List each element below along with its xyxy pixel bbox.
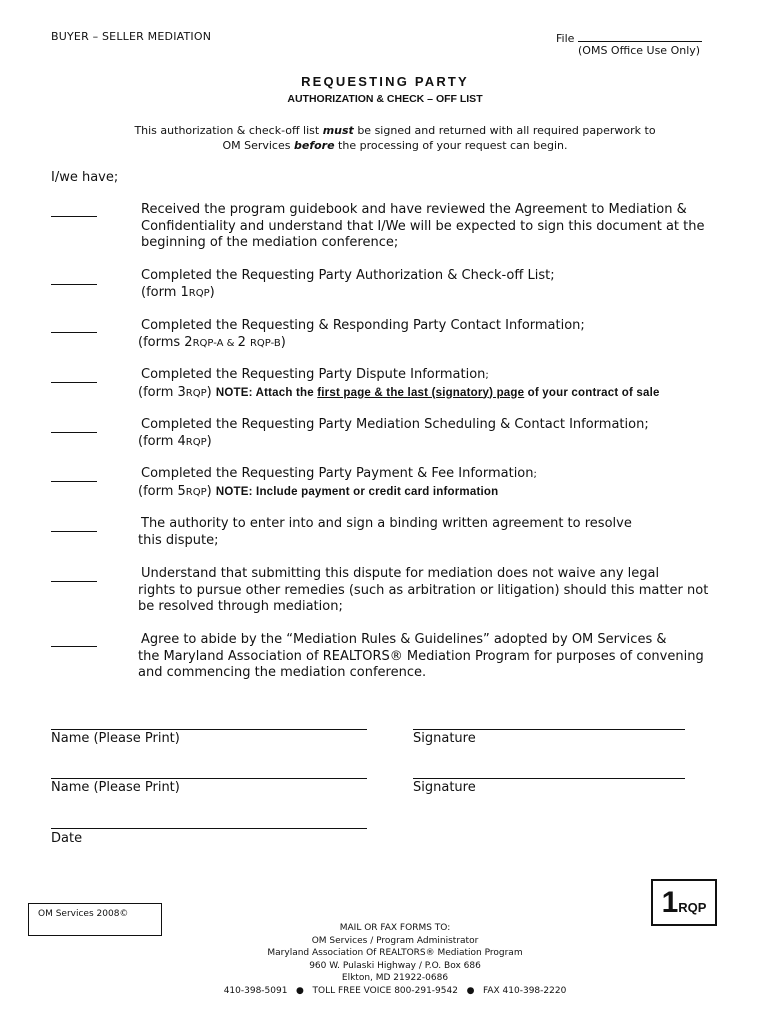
mail-line: OM Services / Program Administrator: [311, 935, 479, 946]
form-reference: [138, 335, 585, 353]
checkoff-blank-3[interactable]: [51, 332, 97, 333]
item-line: rights to pursue other remedies (such as arbitration or litigation) should this matter not: [138, 582, 709, 598]
form-ref-text: ): [206, 483, 216, 499]
bullet-icon: ●: [466, 985, 475, 996]
phone-number: 410-398-5091: [223, 985, 288, 996]
tollfree-number: TOLL FREE VOICE 800-291-9542: [312, 985, 458, 996]
checkoff-blank-6[interactable]: [51, 481, 97, 482]
form-ref-text: (forms 2: [138, 334, 193, 350]
attach-note: [216, 387, 660, 399]
intro-paragraph: [0, 123, 770, 153]
item-line: Confidentiality and understand that I/We will be expected to sign this document at the: [141, 218, 705, 234]
checklist-item-8: [138, 566, 709, 616]
intro-text: the processing of your request can begin.: [334, 139, 568, 152]
file-field: [556, 30, 702, 45]
oms-use-note: (OMS Office Use Only): [578, 44, 701, 57]
form-ref-text: ): [206, 384, 216, 400]
name-label-1: Name (Please Print): [51, 731, 180, 746]
intro-emphasis: must: [322, 124, 354, 137]
checklist-item-5: [138, 417, 649, 451]
form-reference: [138, 434, 649, 452]
page-subtitle: AUTHORIZATION & CHECK – OFF LIST: [287, 93, 483, 105]
item-line: The authority to enter into and sign a binding written agreement to resolve: [141, 516, 632, 531]
checklist-item-7: [138, 516, 632, 549]
note-underlined: first page & the last (signatory) page: [317, 386, 525, 399]
note-text: of your contract of sale: [524, 386, 660, 399]
form-ref-text: (form 3: [138, 384, 186, 400]
item-line: Understand that submitting this dispute for mediation does not waive any legal: [141, 566, 660, 581]
checklist-item-3: [138, 318, 585, 352]
form-ref-text: ): [280, 334, 286, 350]
checklist-item-2: [141, 268, 555, 302]
fax-number: FAX 410-398-2220: [483, 985, 567, 996]
page-title: REQUESTING PARTY: [301, 74, 469, 89]
form-code: RQP: [188, 287, 210, 299]
form-ref-text: (form 5: [138, 483, 186, 499]
form-number-box: [651, 879, 717, 926]
form-code: RQP-B: [249, 337, 281, 349]
checklist-item-4: [138, 367, 660, 402]
signature-line-1[interactable]: [413, 729, 685, 730]
form-ref-text: ): [209, 284, 215, 300]
intro-text: OM Services: [222, 139, 294, 152]
bullet-icon: ●: [296, 985, 304, 996]
checklist-item-6: [138, 466, 537, 501]
form-ref-text: (form 1: [141, 284, 189, 300]
checklist-item-1: [141, 202, 704, 252]
item-text: Completed the Requesting Party Payment & Fee Information: [141, 466, 534, 481]
item-line: this dispute;: [138, 532, 219, 548]
form-ref-text: ): [206, 433, 212, 449]
form-code: RQP: [185, 436, 207, 448]
checkoff-blank-5[interactable]: [51, 432, 97, 433]
item-text: ;: [485, 370, 489, 381]
checkoff-blank-7[interactable]: [51, 531, 97, 532]
checkoff-blank-4[interactable]: [51, 382, 97, 383]
item-text: ;: [533, 469, 537, 480]
form-ref-text: 2: [237, 334, 250, 350]
form-ref-text: (form 4: [138, 433, 186, 449]
copyright-text: OM Services 2008©: [38, 909, 129, 919]
form-number: 1: [661, 886, 679, 919]
mailing-address-block: [0, 922, 770, 998]
signature-line-2[interactable]: [413, 778, 685, 779]
item-line: Completed the Requesting Party Authorization & Check-off List;: [141, 268, 555, 283]
item-line: [141, 367, 660, 385]
intro-emphasis: before: [293, 139, 335, 152]
item-line: Received the program guidebook and have reviewed the Agreement to Mediation &: [141, 202, 687, 217]
form-number-suffix: RQP: [678, 900, 707, 915]
item-line: beginning of the mediation conference;: [141, 235, 399, 250]
checkoff-blank-9[interactable]: [51, 646, 97, 647]
mail-line: Maryland Association Of REALTORS® Mediation Program: [267, 948, 523, 959]
form-code: RQP: [185, 387, 207, 399]
name-label-2: Name (Please Print): [51, 780, 180, 795]
name-line-2[interactable]: [51, 778, 367, 779]
item-line: [141, 466, 537, 484]
mail-line: 960 W. Pulaski Highway / P.O. Box 686: [309, 960, 481, 971]
checkoff-blank-1[interactable]: [51, 216, 97, 217]
date-label: Date: [51, 831, 83, 846]
checklist-item-9: [138, 632, 704, 682]
mail-line: MAIL OR FAX FORMS TO:: [339, 923, 451, 933]
mail-line: Elkton, MD 21922-0686: [341, 973, 449, 984]
file-number-blank[interactable]: [578, 30, 702, 42]
date-line[interactable]: [51, 828, 367, 829]
item-text: Completed the Requesting Party Dispute Information: [141, 367, 486, 382]
signature-label-1: Signature: [413, 731, 476, 746]
item-line: Completed the Requesting & Responding Party Contact Information;: [141, 318, 585, 333]
item-line: be resolved through mediation;: [138, 599, 343, 614]
form-code: RQP-A &: [192, 337, 238, 349]
iwe-label: I/we have;: [51, 170, 119, 185]
item-line: and commencing the mediation conference.: [138, 665, 427, 680]
form-reference: [138, 484, 537, 502]
form-code: RQP: [185, 486, 207, 498]
checkoff-blank-8[interactable]: [51, 581, 97, 582]
intro-text: be signed and returned with all required paperwork to: [353, 124, 656, 137]
item-line: Completed the Requesting Party Mediation Scheduling & Contact Information;: [141, 417, 649, 432]
form-header-title: BUYER – SELLER MEDIATION: [51, 30, 212, 43]
note-text: NOTE: Attach the: [215, 386, 318, 399]
intro-text: This authorization & check-off list: [134, 124, 323, 137]
item-line: Agree to abide by the “Mediation Rules & Guidelines” adopted by OM Services &: [141, 632, 667, 647]
checkoff-blank-2[interactable]: [51, 284, 97, 285]
signature-label-2: Signature: [413, 780, 476, 795]
file-label: File: [556, 32, 575, 45]
form-reference: [138, 385, 660, 403]
item-line: the Maryland Association of REALTORS® Mediation Program for purposes of convening: [138, 648, 704, 664]
name-line-1[interactable]: [51, 729, 367, 730]
payment-note: NOTE: Include payment or credit card information: [215, 485, 499, 498]
contact-line: [0, 985, 770, 998]
form-reference: [141, 285, 555, 303]
